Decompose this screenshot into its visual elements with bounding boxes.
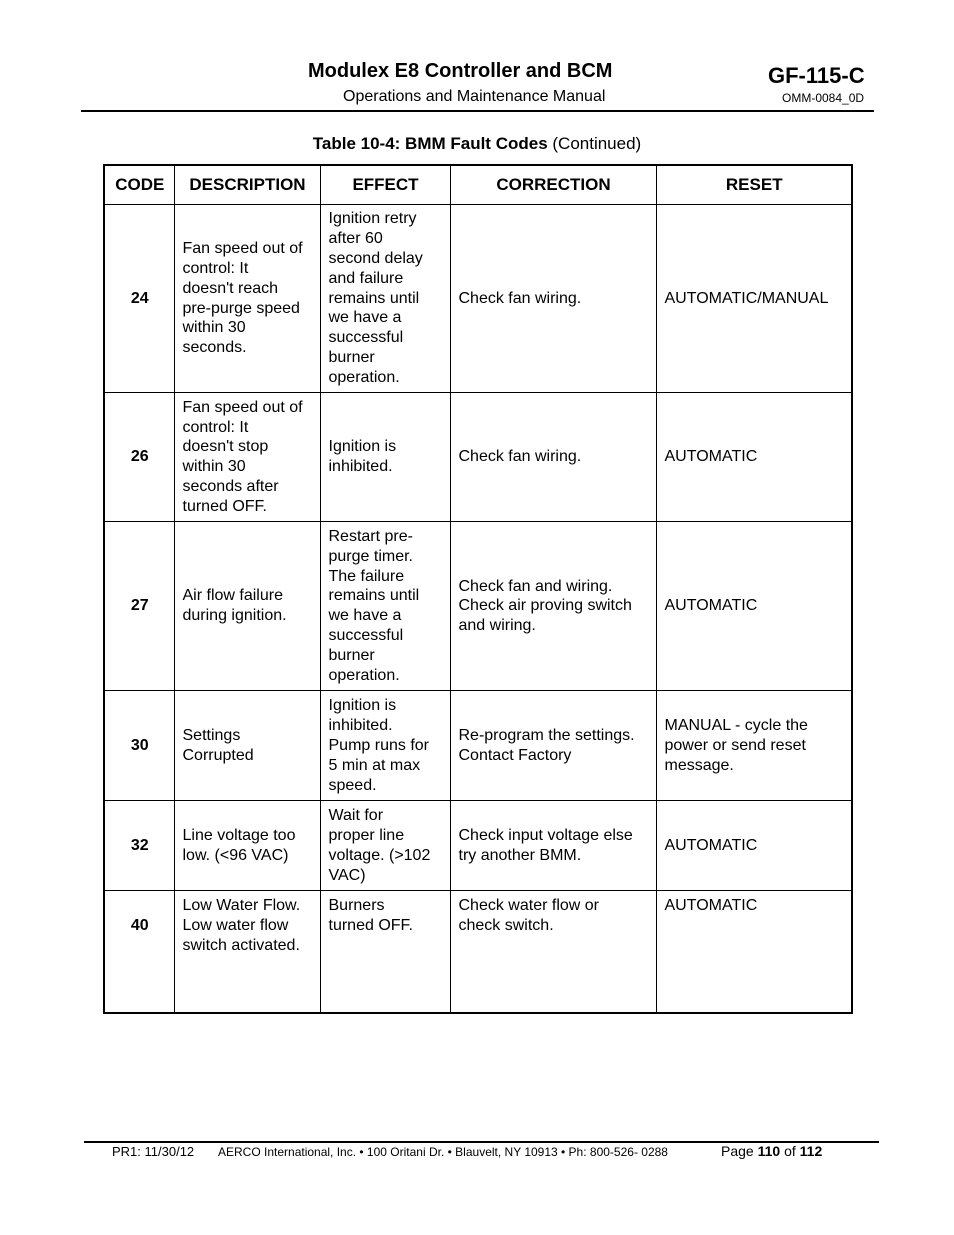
description-line: seconds after: [182, 477, 279, 495]
description-cell: [174, 522, 320, 691]
fault-code-cell: 30: [104, 691, 174, 801]
effect-line: proper line: [328, 827, 405, 845]
description-line: Low water flow: [182, 917, 289, 935]
effect-line: and failure: [328, 269, 404, 287]
description-cell: [174, 393, 320, 522]
table-body: [104, 205, 852, 1014]
effect-line: purge timer.: [328, 547, 413, 565]
reset-cell: [656, 801, 852, 891]
effect-line: operation.: [328, 368, 400, 386]
description-cell: [174, 205, 320, 393]
footer-address: AERCO International, Inc. • 100 Oritani Dr. • Blauvelt, NY 10913 • Ph: 800-526- 0288: [218, 1145, 668, 1159]
reset-line: AUTOMATIC/MANUAL: [664, 289, 829, 307]
description-line: doesn't reach: [182, 279, 279, 297]
effect-line: Wait for: [328, 807, 384, 825]
description-line: Fan speed out of: [182, 398, 303, 416]
header-divider: [81, 110, 874, 112]
table-header-row: [104, 165, 852, 205]
correction-line: Check air proving switch: [458, 597, 632, 615]
correction-line: check switch.: [458, 917, 554, 935]
reset-line: AUTOMATIC: [664, 897, 758, 915]
footer-revision: PR1: 11/30/12: [112, 1144, 195, 1159]
table-row: [104, 522, 852, 691]
column-header-correction: CORRECTION: [450, 165, 656, 205]
reset-cell: [656, 393, 852, 522]
correction-cell: [450, 205, 656, 393]
correction-line: Check fan wiring.: [458, 448, 582, 466]
effect-line: Ignition retry: [328, 210, 417, 228]
description-line: Line voltage too: [182, 827, 296, 845]
fault-code-cell: 24: [104, 205, 174, 393]
column-header-effect: EFFECT: [320, 165, 450, 205]
effect-line: we have a: [328, 607, 402, 625]
effect-line: Ignition is: [328, 438, 397, 456]
effect-cell: [320, 691, 450, 801]
effect-cell: [320, 393, 450, 522]
fault-code-cell: 40: [104, 891, 174, 1013]
page-of: of: [780, 1143, 800, 1159]
page-total: 112: [799, 1143, 823, 1159]
description-line: low. (<96 VAC): [182, 846, 289, 864]
effect-line: operation.: [328, 666, 400, 684]
effect-line: we have a: [328, 309, 402, 327]
table-caption-note: (Continued): [547, 134, 642, 153]
effect-cell: [320, 205, 450, 393]
correction-line: Check fan and wiring.: [458, 577, 613, 595]
table-row: [104, 891, 852, 1013]
correction-line: and wiring.: [458, 617, 536, 635]
description-line: doesn't stop: [182, 438, 269, 456]
table-caption: [0, 134, 954, 154]
description-line: Air flow failure: [182, 587, 283, 605]
description-line: Settings: [182, 727, 241, 745]
correction-line: Check fan wiring.: [458, 289, 582, 307]
effect-line: 5 min at max: [328, 756, 421, 774]
correction-line: Check water flow or: [458, 897, 599, 915]
effect-line: VAC): [328, 866, 366, 884]
effect-line: voltage. (>102: [328, 846, 431, 864]
fault-code-cell: 26: [104, 393, 174, 522]
table-caption-title: Table 10-4: BMM Fault Codes: [312, 134, 548, 153]
effect-line: Ignition is: [328, 697, 397, 715]
description-line: Fan speed out of: [182, 240, 303, 258]
column-header-code: CODE: [104, 165, 174, 205]
description-line: during ignition.: [182, 607, 287, 625]
manual-title: Modulex E8 Controller and BCM: [308, 60, 613, 82]
description-line: control: It: [182, 418, 249, 436]
footer-page-number: [721, 1143, 822, 1159]
fault-codes-table: [103, 164, 853, 1014]
reset-cell: [656, 205, 852, 393]
reset-line: AUTOMATIC: [664, 597, 758, 615]
description-cell: [174, 691, 320, 801]
correction-line: Re-program the settings.: [458, 727, 635, 745]
document-number: GF-115-C: [768, 63, 865, 88]
page-current: 110: [757, 1143, 781, 1159]
reset-line: MANUAL - cycle the: [664, 717, 808, 735]
page-label: Page: [721, 1143, 758, 1159]
description-line: pre-purge speed: [182, 299, 300, 317]
effect-line: burner: [328, 646, 375, 664]
effect-line: Restart pre-: [328, 528, 413, 546]
correction-cell: [450, 891, 656, 1013]
effect-line: inhibited.: [328, 458, 393, 476]
table-row: [104, 801, 852, 891]
effect-line: after 60: [328, 230, 383, 248]
effect-line: successful: [328, 329, 404, 347]
description-line: turned OFF.: [182, 497, 267, 515]
fault-code-cell: 27: [104, 522, 174, 691]
reset-cell: [656, 691, 852, 801]
correction-line: try another BMM.: [458, 846, 582, 864]
column-header-description: DESCRIPTION: [174, 165, 320, 205]
fault-code-cell: 32: [104, 801, 174, 891]
column-header-reset: RESET: [656, 165, 852, 205]
description-line: seconds.: [182, 339, 247, 357]
effect-cell: [320, 522, 450, 691]
description-line: Low Water Flow.: [182, 897, 301, 915]
effect-line: inhibited.: [328, 717, 393, 735]
effect-line: remains until: [328, 289, 420, 307]
effect-line: remains until: [328, 587, 420, 605]
correction-line: Contact Factory: [458, 746, 572, 764]
reset-line: message.: [664, 756, 734, 774]
table-row: [104, 393, 852, 522]
reset-line: AUTOMATIC: [664, 836, 758, 854]
description-line: within 30: [182, 319, 246, 337]
effect-line: The failure: [328, 567, 405, 585]
description-line: control: It: [182, 259, 249, 277]
reset-line: power or send reset: [664, 736, 806, 754]
effect-line: speed.: [328, 776, 377, 794]
description-cell: [174, 801, 320, 891]
effect-cell: [320, 891, 450, 1013]
reset-line: AUTOMATIC: [664, 448, 758, 466]
document-version: OMM-0084_0D: [782, 91, 865, 105]
effect-line: successful: [328, 627, 404, 645]
description-line: switch activated.: [182, 936, 300, 954]
description-line: Corrupted: [182, 746, 254, 764]
effect-line: Burners: [328, 897, 385, 915]
effect-line: turned OFF.: [328, 917, 413, 935]
effect-line: burner: [328, 349, 375, 367]
effect-line: Pump runs for: [328, 736, 429, 754]
manual-subtitle: Operations and Maintenance Manual: [343, 88, 606, 105]
reset-cell: [656, 891, 852, 1013]
effect-cell: [320, 801, 450, 891]
correction-cell: [450, 801, 656, 891]
description-line: within 30: [182, 458, 246, 476]
effect-line: second delay: [328, 250, 423, 268]
correction-cell: [450, 393, 656, 522]
correction-cell: [450, 522, 656, 691]
table-row: [104, 691, 852, 801]
correction-cell: [450, 691, 656, 801]
description-cell: [174, 891, 320, 1013]
table-row: [104, 205, 852, 393]
reset-cell: [656, 522, 852, 691]
correction-line: Check input voltage else: [458, 827, 633, 845]
